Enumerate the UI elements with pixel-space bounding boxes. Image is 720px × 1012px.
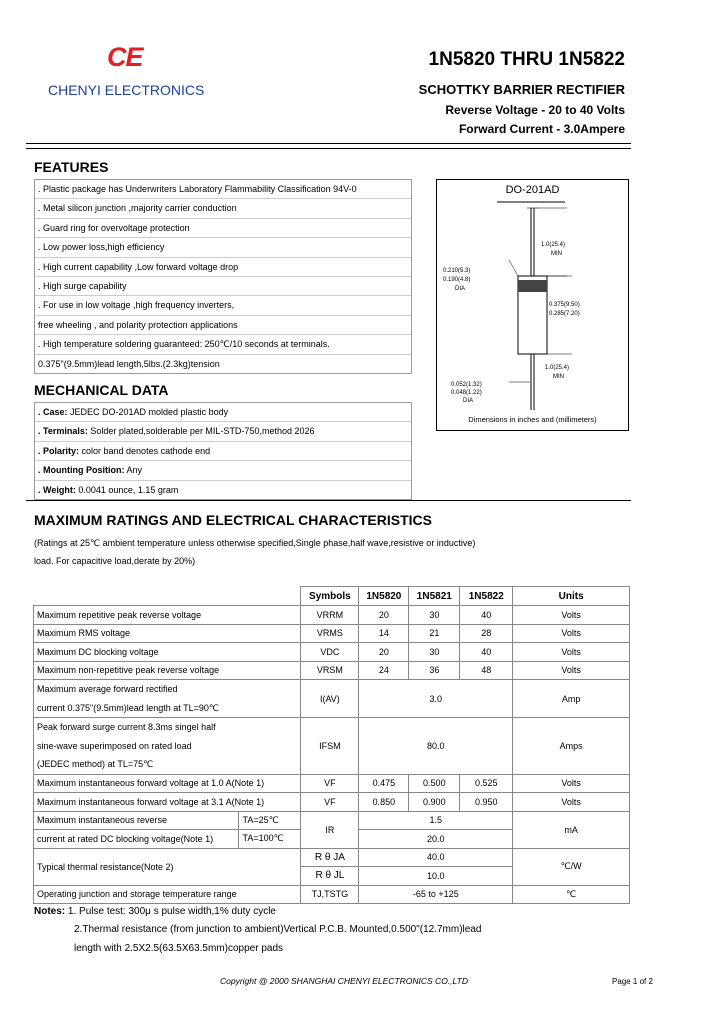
thermal-param: Typical thermal resistance(Note 2) [34, 848, 301, 885]
package-footnote: Dimensions in inches and (millimeters) [468, 415, 597, 424]
ir-cond-1: TA=25℃ [239, 811, 301, 830]
table-row-avg-forward [34, 680, 630, 718]
thermal-unit: ℃/W [513, 848, 630, 885]
avg-forward-unit: Amp [513, 680, 630, 718]
dim-lead-top: 1.0(25.4) [541, 242, 566, 248]
dim-lead-dia: 0.052(1.32) [451, 382, 482, 388]
dim-body-dia-2: 0.190(4.8) [443, 277, 471, 283]
feature-item: . Metal silicon junction ,majority carrier conduction [35, 199, 411, 218]
col-1n5820: 1N5820 [359, 587, 409, 606]
mechanical-text: Any [124, 465, 142, 476]
thermal-symbol-ja: R θ JA [301, 848, 359, 867]
vf-symbol: VF [301, 774, 359, 793]
mechanical-label: . Case: [38, 407, 68, 417]
col-1n5821: 1N5821 [409, 587, 460, 606]
row-unit: Volts [513, 606, 630, 625]
thermal-value-ja: 40.0 [359, 848, 513, 867]
feature-item: . Low power loss,high efficiency [35, 238, 411, 257]
company-logo: CE [107, 42, 143, 72]
mechanical-item [35, 481, 411, 499]
row-symbol: VRMS [301, 624, 359, 643]
avg-forward-value: 3.0 [359, 680, 513, 718]
mechanical-text: color band denotes cathode end [79, 445, 211, 456]
dim-body-dia: 0.210(5.3) [443, 268, 471, 274]
mechanical-label: . Polarity: [38, 445, 80, 456]
avg-forward-line-1: Maximum average forward rectified [37, 684, 178, 694]
surge-line-3: (JEDEC method) at TL=75℃ [37, 759, 154, 769]
feature-item: free wheeling , and polarity protection applications [35, 316, 411, 335]
feature-item: . High temperature soldering guaranteed: 250℃/10 seconds at terminals. [35, 335, 411, 354]
forward-current: Forward Current - 3.0Ampere [458, 122, 625, 136]
table-row-temp [34, 885, 630, 904]
vf-v2: 0.500 [409, 774, 460, 793]
ratings-table [33, 586, 630, 904]
feature-item: 0.375"(9.5mm)lead length,5lbs.(2.3kg)tension [38, 358, 220, 369]
row-v2: 30 [409, 643, 460, 662]
thermal-symbol-jl: R θ JL [301, 867, 359, 886]
vf-param: Maximum instantaneous forward voltage at 1.0 A(Note 1) [34, 774, 301, 793]
page-number: Page 1 of 2 [612, 977, 653, 986]
mechanical-heading: MECHANICAL DATA [34, 382, 169, 398]
temp-symbol: TJ,TSTG [301, 885, 359, 904]
note-2: 2.Thermal resistance (from junction to ambient)Vertical P.C.B. Mounted,0.500"(12.7mm)lead [74, 924, 482, 935]
dim-lead-dia-2: 0.048(1.22) [451, 390, 482, 396]
mechanical-item [35, 442, 411, 461]
notes-label: Notes: [34, 906, 66, 917]
row-v2: 30 [409, 606, 460, 625]
row-v3: 40 [460, 643, 513, 662]
ir-symbol: IR [301, 811, 359, 848]
row-unit: Volts [513, 643, 630, 662]
row-param: Maximum repetitive peak reverse voltage [34, 606, 301, 625]
reverse-voltage: Reverse Voltage - 20 to 40 Volts [445, 103, 625, 117]
row-param: Maximum RMS voltage [34, 624, 301, 643]
temp-unit: ℃ [513, 885, 630, 904]
table-row-thermal [34, 848, 630, 867]
dim-body-len: 0.375(9.50) [549, 302, 580, 308]
row-v2: 21 [409, 624, 460, 643]
row-symbol: VRRM [301, 606, 359, 625]
table-row-ir [34, 811, 630, 830]
note-2b: length with 2.5X2.5(63.5X63.5mm)copper pads [74, 943, 284, 954]
avg-forward-line-2: current 0.375"(9.5mm)lead length at TL=90℃ [37, 702, 219, 713]
package-outline-box [436, 179, 629, 431]
row-v2: 36 [409, 661, 460, 680]
row-symbol: VDC [301, 643, 359, 662]
row-param: Maximum DC blocking voltage [34, 643, 301, 662]
table-row-vf [34, 774, 630, 793]
table-row-vf [34, 793, 630, 812]
feature-item: . Guard ring for overvoltage protection [35, 219, 411, 238]
surge-line-1: Peak forward surge current 8.3ms singel half [37, 722, 216, 732]
vf-unit: Volts [513, 793, 630, 812]
features-list [34, 179, 412, 374]
copyright: Copyright @ 2000 SHANGHAI CHENYI ELECTRONICS CO.,LTD [220, 976, 468, 986]
col-units: Units [513, 587, 630, 606]
ir-cond-2: TA=100℃ [239, 830, 301, 849]
ir-value-1: 1.5 [359, 811, 513, 830]
mechanical-text: JEDEC DO-201AD molded plastic body [67, 407, 229, 417]
header-divider [26, 143, 631, 144]
ir-param-line-1: Maximum instantaneous reverse [34, 811, 239, 830]
col-symbols: Symbols [301, 587, 359, 606]
row-symbol: VRSM [301, 661, 359, 680]
feature-item: . High surge capability [35, 277, 411, 296]
package-drawing [437, 180, 628, 410]
row-v3: 40 [460, 606, 513, 625]
vf-v1: 0.850 [359, 793, 409, 812]
table-row [34, 624, 630, 643]
company-name: CHENYI ELECTRONICS [48, 82, 205, 98]
vf-unit: Volts [513, 774, 630, 793]
ir-value-2: 20.0 [359, 830, 513, 849]
vf-symbol: VF [301, 793, 359, 812]
row-v1: 20 [359, 606, 409, 625]
surge-line-2: sine-wave superimposed on rated load [37, 740, 192, 751]
row-v3: 48 [460, 661, 513, 680]
mechanical-label: . Weight: [38, 484, 76, 495]
surge-unit: Amps [513, 718, 630, 775]
section-divider [26, 500, 631, 501]
mechanical-text: Solder plated,solderable per MIL-STD-750,method 2026 [87, 426, 315, 437]
temp-value: -65 to +125 [359, 885, 513, 904]
surge-param [34, 718, 301, 775]
row-v1: 24 [359, 661, 409, 680]
note-1-text: 1. Pulse test: 300μ s pulse width,1% duty cycle [67, 906, 276, 917]
avg-forward-symbol: I(AV) [301, 680, 359, 718]
vf-v3: 0.950 [460, 793, 513, 812]
header-divider-2 [26, 148, 631, 149]
col-1n5822: 1N5822 [460, 587, 513, 606]
mechanical-item [35, 422, 411, 441]
dim-lead-dia-sub: DIA [463, 398, 474, 404]
dim-body-len-2: 0.285(7.20) [549, 311, 580, 317]
part-title: 1N5820 THRU 1N5822 [428, 49, 625, 70]
temp-param: Operating junction and storage temperature range [34, 885, 301, 904]
table-row [34, 643, 630, 662]
ratings-heading: MAXIMUM RATINGS AND ELECTRICAL CHARACTERISTICS [34, 512, 432, 528]
note-1 [34, 906, 276, 917]
feature-item: . Plastic package has Underwriters Laboratory Flammability Classification 94V-0 [35, 180, 411, 199]
vf-v3: 0.525 [460, 774, 513, 793]
vf-v2: 0.900 [409, 793, 460, 812]
dim-lead-bottom-sub: MIN [553, 374, 564, 380]
dim-body-dia-sub: DIA [455, 286, 466, 292]
row-param: Maximum non-repetitive peak reverse voltage [34, 661, 301, 680]
ir-param-line-2: current at rated DC blocking voltage(Note 1) [34, 830, 239, 849]
row-unit: Volts [513, 624, 630, 643]
mechanical-item [35, 461, 411, 480]
thermal-value-jl: 10.0 [359, 867, 513, 886]
table-row [34, 661, 630, 680]
ratings-note-2: load. For capacitive load,derate by 20%) [34, 556, 196, 566]
device-subtitle: SCHOTTKY BARRIER RECTIFIER [418, 82, 625, 97]
mechanical-label: . Mounting Position: [38, 465, 125, 476]
dim-lead-bottom: 1.0(25.4) [545, 365, 570, 371]
package-title: DO-201AD [505, 184, 560, 196]
ratings-note-1: (Ratings at 25℃ ambient temperature unless otherwise specified,Single phase,half wave,resistive or inductive) [34, 538, 476, 548]
mechanical-label: . Terminals: [38, 426, 88, 437]
vf-param: Maximum instantaneous forward voltage at 3.1 A(Note 1) [34, 793, 301, 812]
header-blank [34, 587, 301, 606]
features-heading: FEATURES [34, 159, 109, 175]
feature-item: . For use in low voltage ,high frequency inverters, [35, 296, 411, 315]
mechanical-list [34, 402, 412, 500]
row-v1: 20 [359, 643, 409, 662]
dim-lead-top-sub: MIN [551, 251, 562, 257]
vf-v1: 0.475 [359, 774, 409, 793]
row-unit: Volts [513, 661, 630, 680]
row-v3: 28 [460, 624, 513, 643]
mechanical-text: 0.0041 ounce, 1.15 gram [75, 484, 179, 495]
surge-symbol: IFSM [301, 718, 359, 775]
mechanical-item [35, 403, 411, 422]
table-row [34, 606, 630, 625]
ir-unit: mA [513, 811, 630, 848]
table-header-row [34, 587, 630, 606]
row-v1: 14 [359, 624, 409, 643]
surge-value: 80.0 [359, 718, 513, 775]
table-row-surge [34, 718, 630, 775]
avg-forward-param [34, 680, 301, 718]
feature-item: . High current capability ,Low forward voltage drop [35, 258, 411, 277]
